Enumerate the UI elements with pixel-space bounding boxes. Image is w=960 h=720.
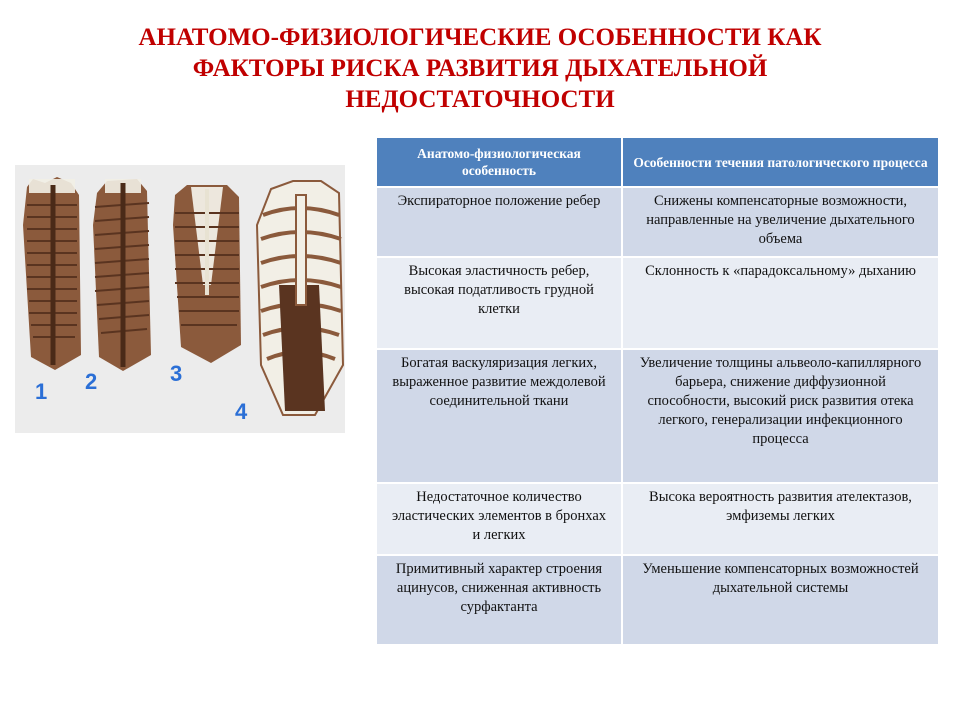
table-cell-feature: Высокая эластичность ребер, высокая податливость грудной клетки [376,257,622,349]
title-line-2: ФАКТОРЫ РИСКА РАЗВИТИЯ ДЫХАТЕЛЬНОЙ [192,55,768,82]
table-cell-feature: Недостаточное количество эластических элементов в бронхах и легких [376,483,622,555]
header-course: Особенности течения патологического процесса [622,137,939,187]
table-header-row [376,137,939,187]
rib-cage-1 [23,177,81,370]
table-row [376,257,939,349]
table-row [376,555,939,645]
table-row [376,349,939,483]
table-cell-feature: Богатая васкуляризация легких, выраженное развитие междолевой соединительной ткани [376,349,622,483]
rib-cage-2 [93,179,151,371]
rib-cage-4 [257,181,343,415]
table-cell-feature: Примитивный характер строения ацинусов, сниженная активность сурфактанта [376,555,622,645]
figure-label-2: 2 [85,369,98,394]
table-cell-course: Увеличение толщины альвеоло-капиллярного барьера, снижение диффузионной способности, высокий риск развития отека легкого, генерализации инфекционного процесса [622,349,939,483]
figure-label-3: 3 [170,361,183,386]
header-feature: Анатомо-физиологическая особенность [376,137,622,187]
table-cell-course: Высока вероятность развития ателектазов, эмфиземы легких [622,483,939,555]
page-title [60,22,900,115]
risk-factors-table [375,136,940,646]
title-line-1: АНАТОМО-ФИЗИОЛОГИЧЕСКИЕ ОСОБЕННОСТИ КАК [138,24,822,51]
table-cell-feature: Экспираторное положение ребер [376,187,622,257]
rib-cage-illustration [15,165,345,433]
figure-label-1: 1 [35,379,48,404]
figure-label-4: 4 [235,399,248,424]
table-cell-course: Уменьшение компенсаторных возможностей дыхательной системы [622,555,939,645]
table-row [376,187,939,257]
table-cell-course: Снижены компенсаторные возможности, направленные на увеличение дыхательного объема [622,187,939,257]
rib-cage-drawing [15,165,345,433]
rib-cage-3 [173,185,241,363]
table-row [376,483,939,555]
title-line-3: НЕДОСТАТОЧНОСТИ [345,86,615,113]
table-cell-course: Склонность к «парадоксальному» дыханию [622,257,939,349]
